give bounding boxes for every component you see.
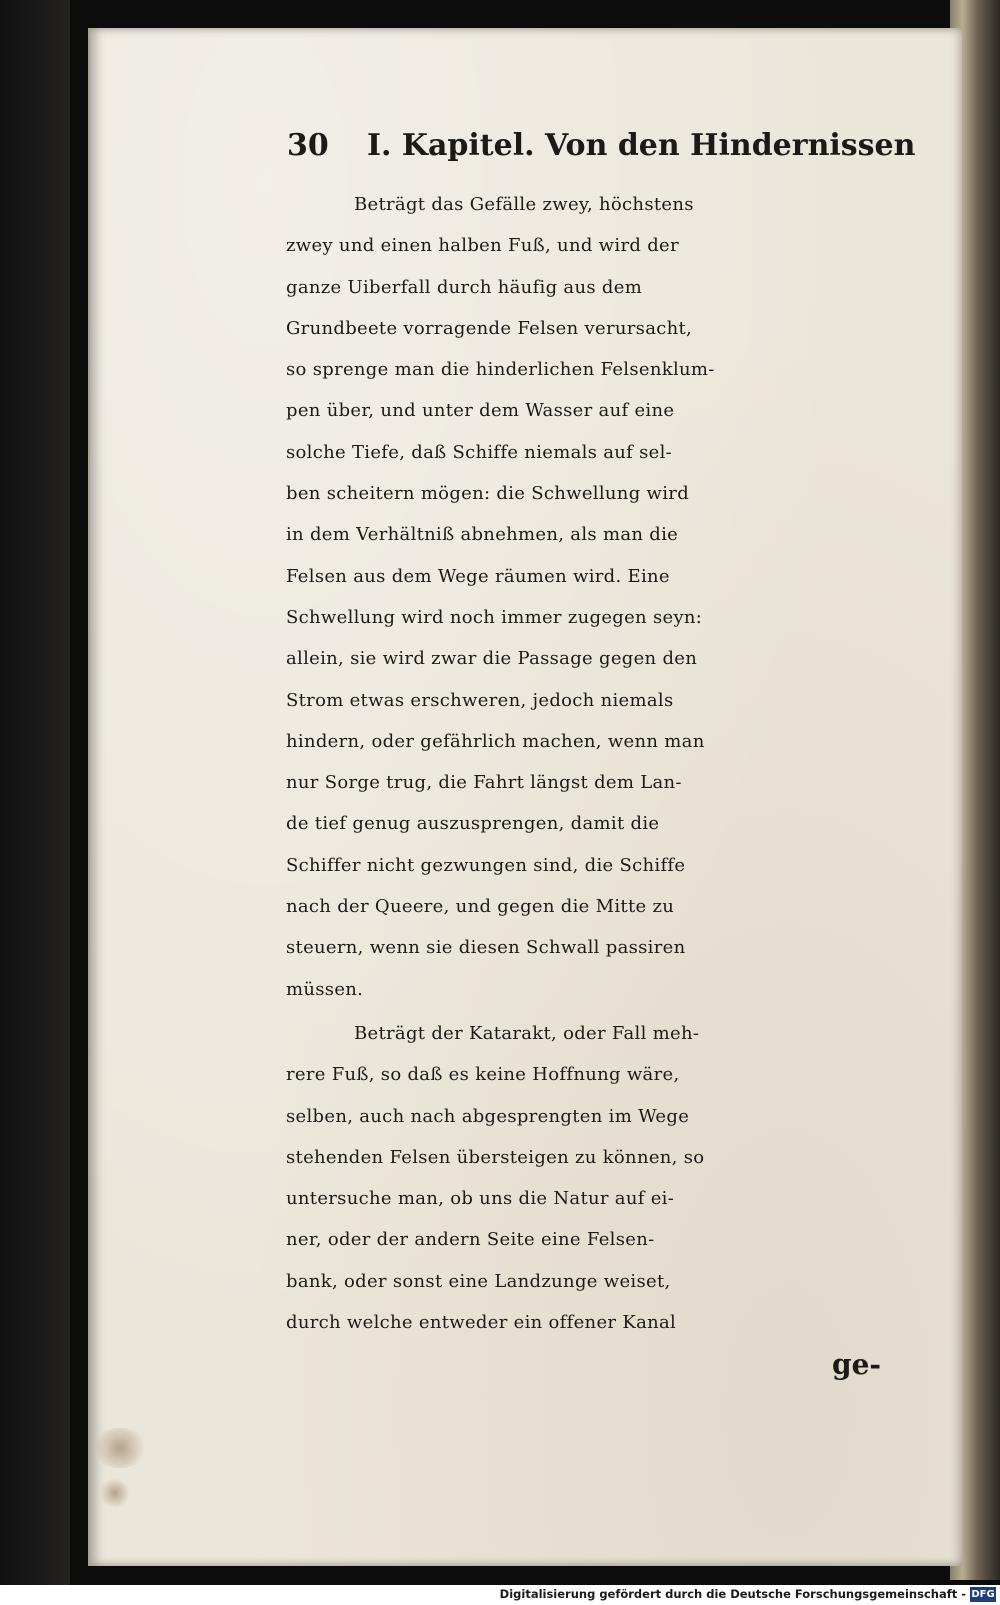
text-line: Schiffer nicht gezwungen sind, die Schiffe [286,854,686,876]
text-line: durch welche entweder ein offener Kanal [286,1312,677,1334]
body-text [286,184,926,1343]
text-line: selben, auch nach abgesprengten im Wege [286,1105,690,1127]
footer-bar [0,1585,1000,1605]
text-line: steuern, wenn sie diesen Schwall passiren [286,937,686,959]
text-line: Beträgt der Katarakt, oder Fall meh- [354,1022,700,1044]
text-line: solche Tiefe, daß Schiffe niemals auf sel- [286,441,673,463]
funding-credit: Digitalisierung gefördert durch die Deutsche Forschungsgemeinschaft - [499,1587,966,1601]
catchword: ge- [832,1348,882,1381]
text-line: so sprenge man die hinderlichen Felsenklum- [286,359,715,381]
text-line: hindern, oder gefährlich machen, wenn man [286,730,705,752]
text-line: nur Sorge trug, die Fahrt längst dem Lan- [286,772,682,794]
text-line: ben scheitern mögen: die Schwellung wird [286,483,690,505]
text-line: ner, oder der andern Seite eine Felsen- [286,1229,655,1251]
text-line: zwey und einen halben Fuß, und wird der [286,235,679,257]
age-stain [100,1478,130,1508]
text-line: müssen. [286,978,364,1000]
text-line: untersuche man, ob uns die Natur auf ei- [286,1188,675,1210]
text-line: Strom etwas erschweren, jedoch niemals [286,689,674,711]
text-line: in dem Verhältniß abnehmen, als man die [286,524,679,546]
text-line: de tief genug auszusprengen, damit die [286,813,660,835]
text-line: bank, oder sonst eine Landzunge weiset, [286,1270,671,1292]
running-head [287,128,916,172]
text-line: nach der Queere, und gegen die Mitte zu [286,896,675,918]
dfg-logo: DFG [971,1589,995,1600]
text-line: ganze Uiberfall durch häufig aus dem [286,276,643,298]
text-line: allein, sie wird zwar die Passage gegen den [286,648,698,670]
text-line: pen über, und unter dem Wasser auf eine [286,400,675,422]
text-line: stehenden Felsen übersteigen zu können, so [286,1146,705,1168]
chapter-title: I. Kapitel. Von den Hindernissen [367,128,916,163]
age-stain [90,1428,150,1468]
text-line: Beträgt das Gefälle zwey, höchstens [354,194,694,215]
text-line: Schwellung wird noch immer zugegen seyn: [286,606,703,628]
book-left-edge [0,0,70,1605]
text-line: Felsen aus dem Wege räumen wird. Eine [286,565,670,587]
page-number: 30 [287,128,329,163]
text-line: rere Fuß, so daß es keine Hoffnung wäre, [286,1064,680,1086]
text-line: Grundbeete vorragende Felsen verursacht, [286,317,693,339]
